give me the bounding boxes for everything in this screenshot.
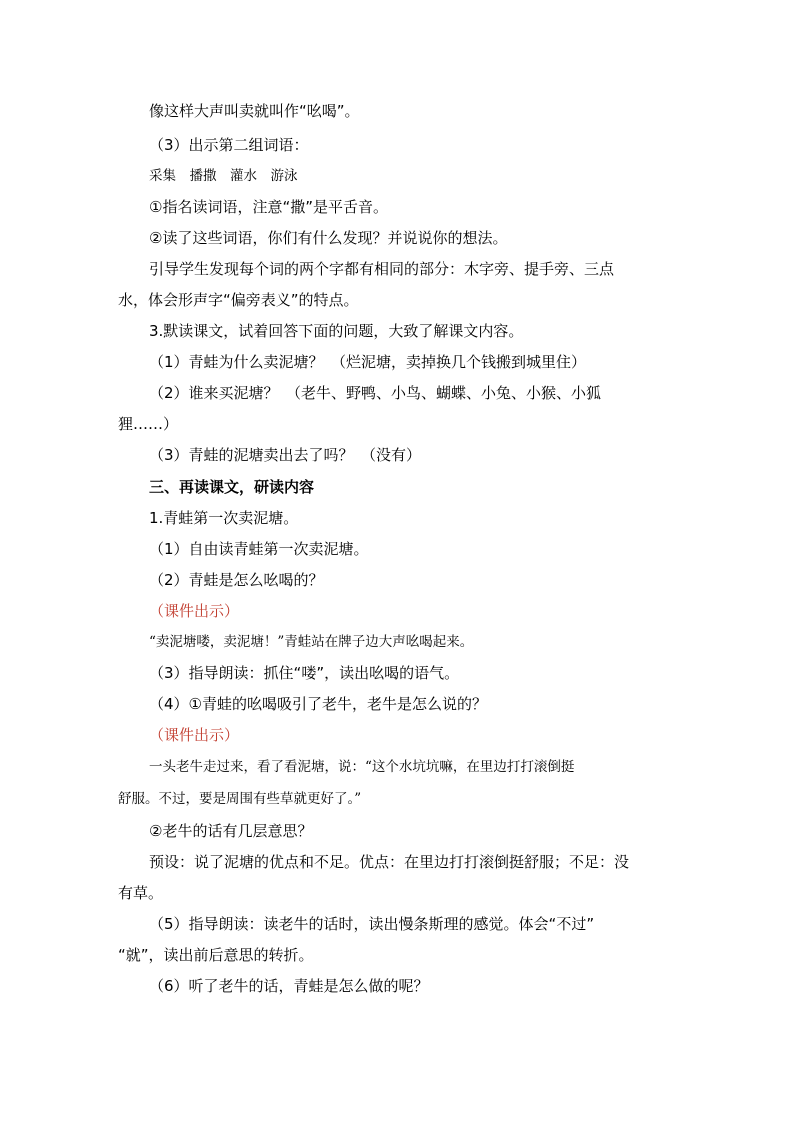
quote-old-ox-line-1: 一头老牛走过来，看了看泥塘，说：“这个水坑坑嘛，在里边打打滚倒挺 <box>149 759 575 775</box>
step-5-line-2: “就”，读出前后意思的转折。 <box>118 946 314 964</box>
step-5-line-1: （5）指导朗读：读老牛的话时，读出慢条斯理的感觉。体会“不过” <box>149 915 595 933</box>
instruction-2: ②读了这些词语，你们有什么发现？并说说你的想法。 <box>149 229 508 247</box>
paragraph-line-1: 像这样大声叫卖就叫作“吆喝”。 <box>149 102 360 120</box>
preset-line-2: 有草。 <box>118 884 164 902</box>
subsection-1-heading: 1.青蛙第一次卖泥塘。 <box>149 509 299 527</box>
question-2-line-1: （2）谁来买泥塘？ （老牛、野鸭、小鸟、蝴蝶、小兔、小猴、小狐 <box>149 384 602 402</box>
step-4: （4）①青蛙的吆喝吸引了老牛，老牛是怎么说的？ <box>149 695 487 713</box>
question-3: （3）青蛙的泥塘卖出去了吗？ （没有） <box>149 446 422 464</box>
question-meaning: ②老牛的话有几层意思？ <box>149 822 313 840</box>
preset-line-1: 预设：说了泥塘的优点和不足。优点：在里边打打滚倒挺舒服；不足：没 <box>149 853 630 871</box>
step-3-heading: （3）出示第二组词语： <box>149 136 309 154</box>
part-3-heading: 三、再读课文，研读内容 <box>149 478 315 496</box>
courseware-label-1: （课件出示） <box>149 602 240 620</box>
quote-old-ox-line-2: 舒服。不过，要是周围有些草就更好了。” <box>118 791 362 807</box>
guidance-line-1: 引导学生发现每个词的两个字都有相同的部分：木字旁、提手旁、三点 <box>149 260 615 278</box>
question-1: （1）青蛙为什么卖泥塘？ （烂泥塘，卖掉换几个钱搬到城里住） <box>149 353 587 371</box>
step-1: （1）自由读青蛙第一次卖泥塘。 <box>149 540 369 558</box>
step-6: （6）听了老牛的话，青蛙是怎么做的呢？ <box>149 977 429 995</box>
guidance-line-2: 水，体会形声字“偏旁表义”的特点。 <box>118 291 359 309</box>
question-2-line-2: 狸……） <box>118 415 179 433</box>
section-3-heading: 3.默读课文，试着回答下面的问题，大致了解课文内容。 <box>149 322 524 340</box>
instruction-1: ①指名读词语，注意“撒”是平舌音。 <box>149 198 388 216</box>
quote-frog-shout: “卖泥塘喽，卖泥塘！”青蛙站在牌子边大声吆喝起来。 <box>149 634 474 650</box>
step-3: （3）指导朗读：抓住“喽”，读出吆喝的语气。 <box>149 664 460 682</box>
courseware-label-2: （课件出示） <box>149 726 240 744</box>
step-2: （2）青蛙是怎么吆喝的？ <box>149 571 324 589</box>
word-group-2: 采集 播撒 灌水 游泳 <box>149 168 298 184</box>
